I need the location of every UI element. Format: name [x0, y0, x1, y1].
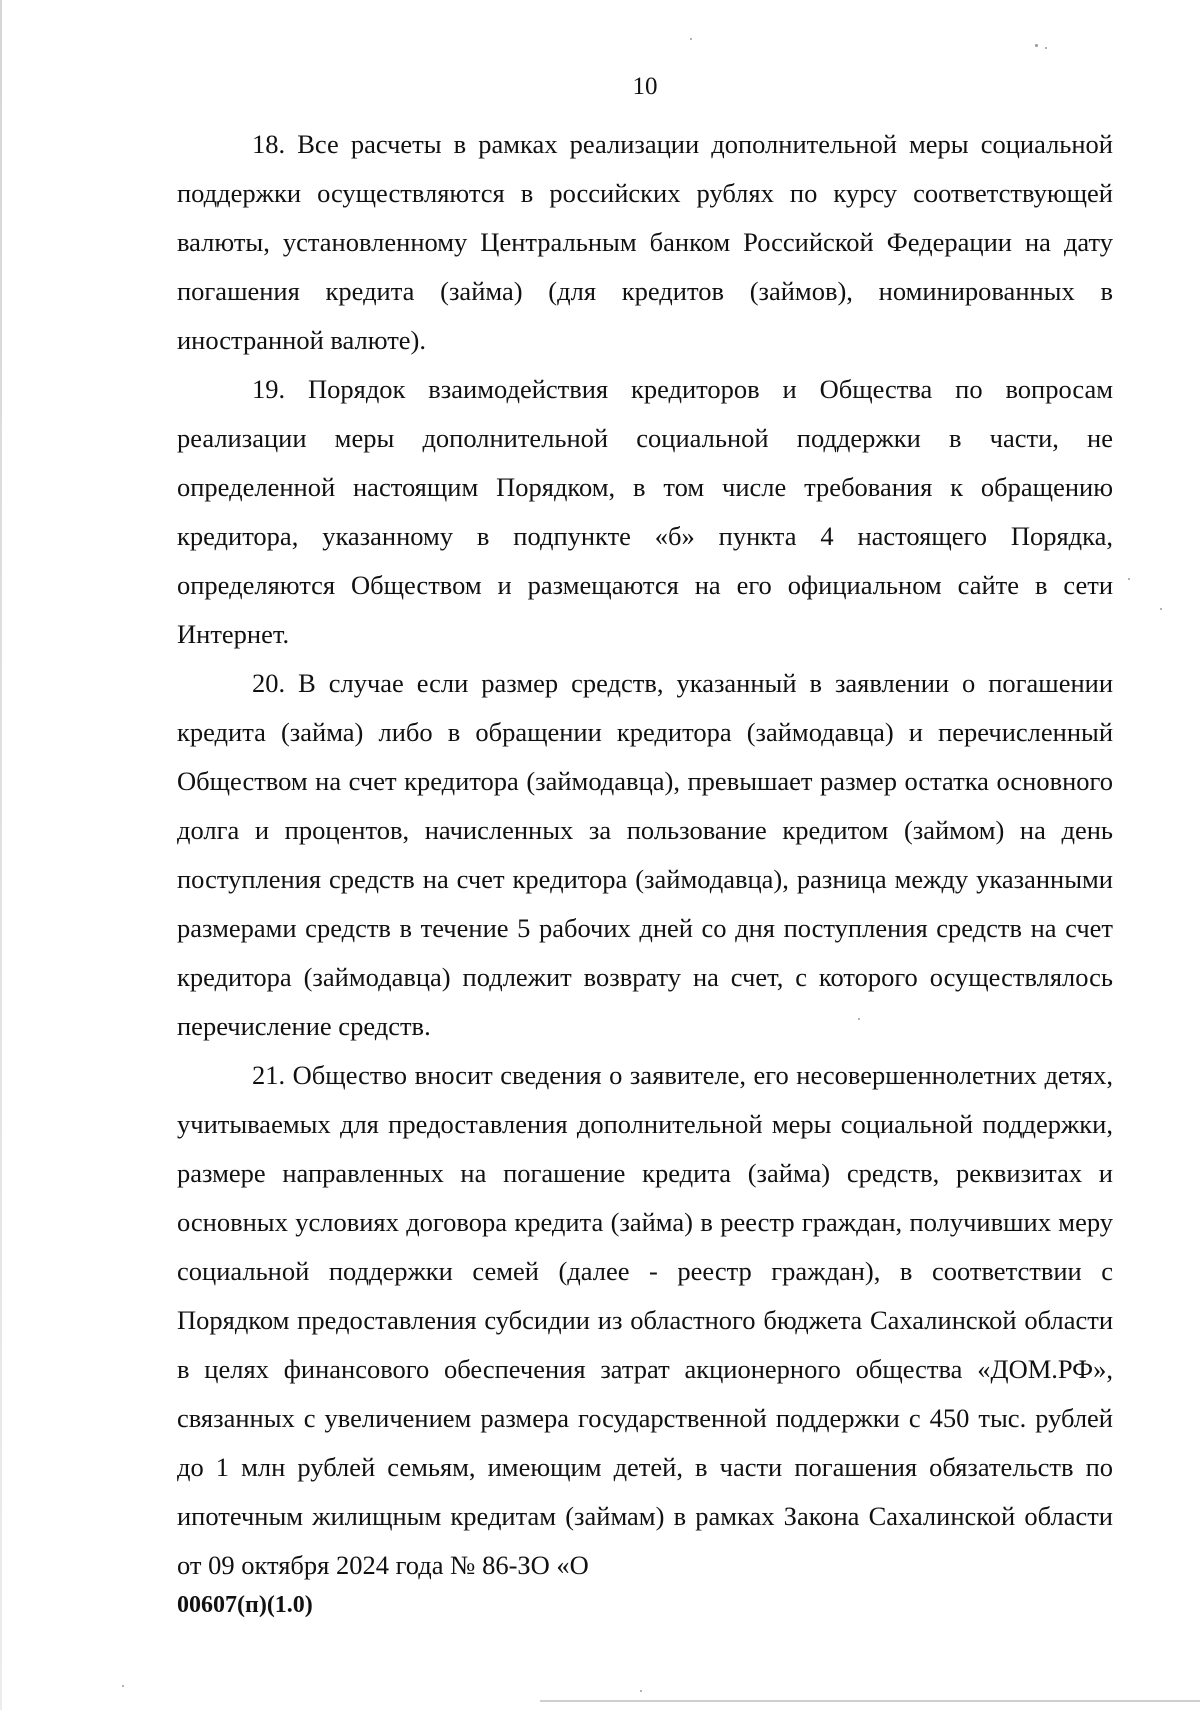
scan-speck — [640, 1690, 642, 1692]
scan-speck — [1035, 44, 1038, 47]
scan-bottom-line — [540, 1700, 1200, 1702]
scan-speck — [122, 1685, 124, 1687]
page-number: 10 — [632, 73, 658, 100]
scan-speck — [858, 1018, 860, 1020]
document-code: 00607(п)(1.0) — [177, 1592, 313, 1618]
scan-margin-line — [0, 0, 2, 1710]
paragraph-21: 21. Общество вносит сведения о заявителе, его несовершеннолетних детях, учитываемых для предоставления дополнительной меры социальной поддержки, размере направленных на погашение кредита (займа) средств, реквизитах и основных условиях договора кредита (займа) в реестр граждан, получивших меру социальной поддержки семей (далее - реестр граждан), в соответствии с Порядком предоставления субсидии из областного бюджета Сахалинской области в целях финансового обеспечения затрат акционерного общества «ДОМ.РФ», связанных с увеличением размера государственной поддержки с 450 тыс. рублей до 1 млн рублей семьям, имеющим детей, в части погашения обязательств по ипотечным жилищным кредитам (займам) в рамках Закона Сахалинской области от 09 октября 2024 года № 86-ЗО «О — [177, 1060, 1113, 1580]
paragraph-19: 19. Порядок взаимодействия кредиторов и Общества по вопросам реализации меры дополнительной социальной поддержки в части, не определенной настоящим Порядком, в том числе требования к обращению кредитора, указанному в подпункте «б» пункта 4 настоящего Порядка, определяются Обществом и размещаются на его официальном сайте в сети Интернет. — [177, 374, 1113, 649]
scan-speck — [1128, 578, 1130, 580]
scan-speck — [1160, 608, 1162, 610]
document-body — [177, 120, 1113, 1590]
scan-speck — [1045, 47, 1047, 49]
paragraph-20: 20. В случае если размер средств, указанный в заявлении о погашении кредита (займа) либо в обращении кредитора (займодавца) и перечисленный Обществом на счет кредитора (займодавца), превышает размер остатка основного долга и процентов, начисленных за пользование кредитом (займом) на день поступления средств на счет кредитора (займодавца), разница между указанными размерами средств в течение 5 рабочих дней со дня поступления средств на счет кредитора (займодавца) подлежит возврату на счет, с которого осуществлялось перечисление средств. — [177, 668, 1113, 1041]
paragraph-18: 18. Все расчеты в рамках реализации дополнительной меры социальной поддержки осуществляются в российских рублях по курсу соответствующей валюты, установленному Центральным банком Российской Федерации на дату погашения кредита (займа) (для кредитов (займов), номинированных в иностранной валюте). — [177, 129, 1113, 355]
scan-speck — [690, 38, 692, 40]
